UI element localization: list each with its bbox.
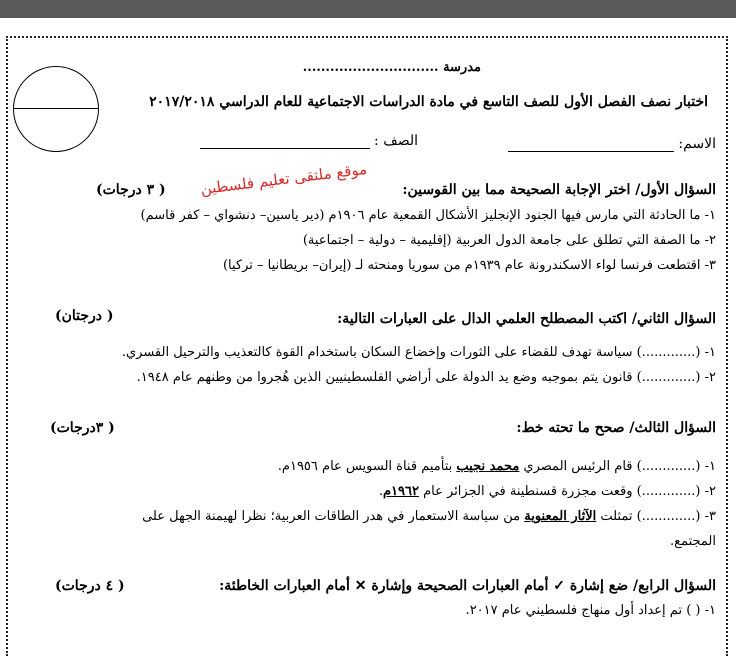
exam-title: اختبار نصف الفصل الأول للصف التاسع في مادة الدراسات الاجتماعية للعام الدراسي ٢٠١٧/٢٠١٨: [149, 94, 708, 110]
class-label: الصف :: [374, 133, 418, 149]
q3-item-1-post: بتأميم قناة السويس عام ١٩٥٦م.: [277, 459, 457, 474]
name-label: الاسم:: [678, 136, 716, 152]
name-blank: [508, 151, 674, 152]
q3-item-1: [278, 459, 716, 474]
q3-marks: ( ٣درجات): [50, 420, 115, 436]
q1-item-2: ٢- ما الصفة التي تطلق على جامعة الدول العربية (إقليمية – دولية – اجتماعية): [302, 233, 716, 248]
q3-item-2-post: .: [378, 484, 383, 499]
top-bar: [0, 0, 736, 18]
q3-item-3-post: من سياسة الاستعمار في هدر الطاقات العربية؛ نظرا لهيمنة الجهل على: [142, 509, 525, 524]
q4-marks: ( ٤ درجات): [55, 578, 125, 594]
q3-item-3-pre: ٣- (.............) تمثلت: [596, 509, 716, 524]
q4-title: السؤال الرابع/ ضع إشارة ✓ أمام العبارات الصحيحة وإشارة ✕ أمام العبارات الخاطئة:: [219, 578, 716, 594]
grade-circle-divider: [14, 108, 98, 109]
q1-title: السؤال الأول/ اختر الإجابة الصحيحة مما بين القوسين:: [402, 182, 716, 198]
q2-item-2: ٢- (.............) قانون يتم بموجبه وضع يد الدولة على أراضي الفلسطينيين الذين هُجروا من وطنهم عام ١٩٤٨.: [136, 370, 716, 385]
q2-marks: ( درجتان): [55, 308, 114, 324]
watermark-text: موقع ملتقى تعليم فلسطين: [199, 159, 368, 199]
q3-item-2-underlined: ١٩٦٢م: [382, 484, 419, 499]
q4-item-1: ١- ( ) تم إعداد أول منهاج فلسطيني عام ٢٠١٧.: [465, 603, 716, 618]
q1-item-3: ٣- اقتطعت فرنسا لواء الاسكندرونة عام ١٩٣٩م من سوريا ومنحته لـ (إيران– بريطانيا – تركيا): [222, 258, 716, 273]
name-field: [508, 136, 716, 152]
class-blank: [200, 148, 370, 149]
q1-item-1: ١- ما الحادثة التي مارس فيها الجنود الإنجليز الأشكال القمعية عام ١٩٠٦م (دير ياسين– دنشواي – كفر قاسم): [140, 208, 716, 223]
q3-item-2-pre: ٢- (.............) وقعت مجزرة قسنطينة في الجزائر عام: [418, 484, 716, 499]
q3-item-3: [142, 509, 716, 524]
q3-item-1-underlined: محمد نجيب: [456, 459, 520, 474]
q3-item-1-pre: ١- (.............) قام الرئيس المصري: [519, 459, 716, 474]
q3-title: السؤال الثالث/ صحح ما تحته خط:: [516, 420, 716, 436]
q3-item-2: [379, 484, 716, 499]
q2-item-1: ١- (.............) سياسة تهدف للقضاء على الثورات وإخضاع السكان باستخدام القوة كالتعذيب والترحيل القسري.: [121, 345, 716, 360]
q1-marks: ( ٣ درجات): [96, 182, 166, 198]
q3-item-3-underlined: الآثار المعنوية: [524, 509, 597, 524]
class-field: [200, 133, 418, 149]
grade-circle: [13, 66, 99, 152]
school-line: مدرسة ..............................: [302, 60, 481, 75]
q2-title: السؤال الثاني/ اكتب المصطلح العلمي الدال على العبارات التالية:: [337, 311, 716, 327]
q3-item-3-continued: المجتمع.: [670, 534, 716, 549]
